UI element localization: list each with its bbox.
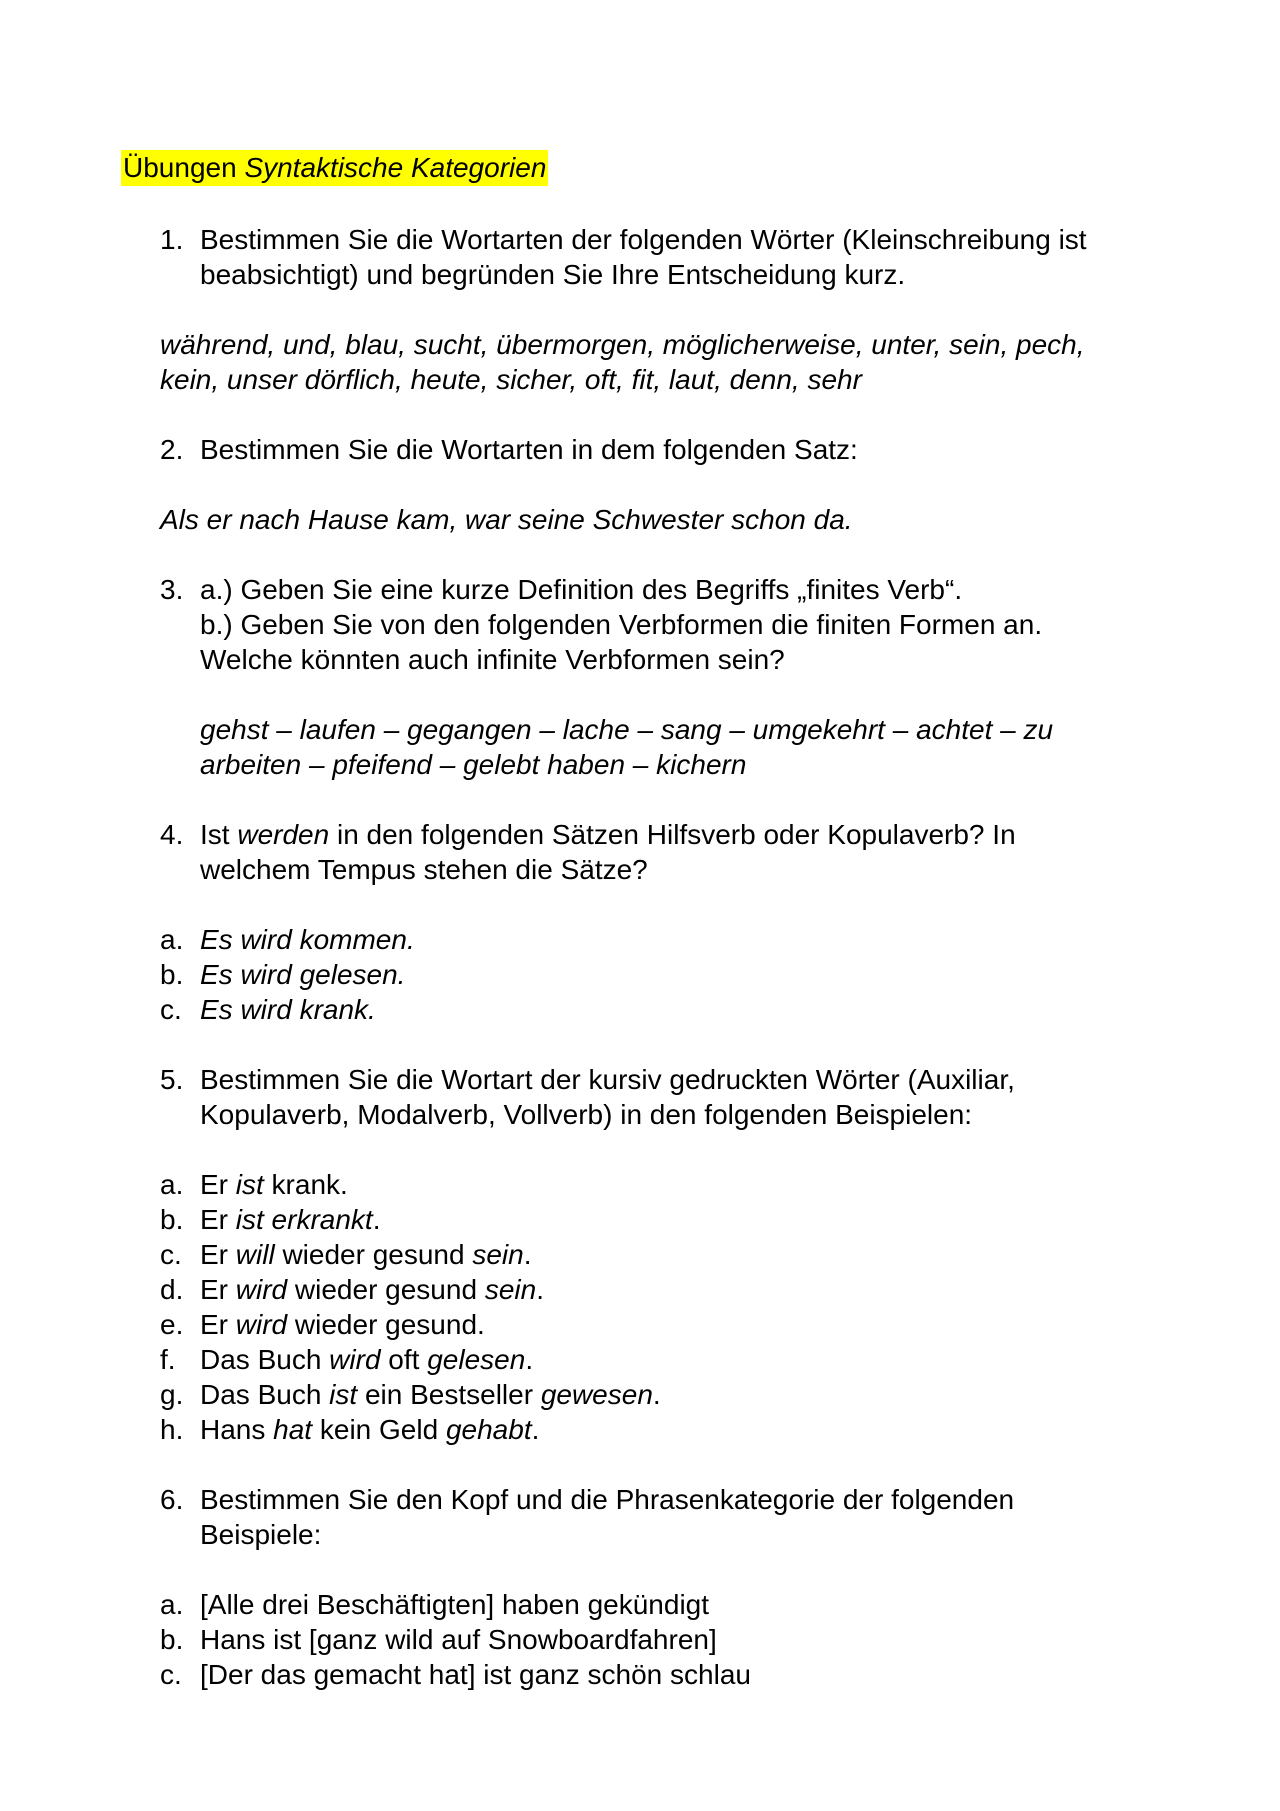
- q6-item-text: [Alle drei Beschäftigten] haben gekündigt: [200, 1589, 710, 1620]
- q1-line1: Bestimmen Sie die Wortarten der folgenden Wörter (Kleinschreibung ist: [200, 224, 1087, 255]
- q4-item-text: Es wird kommen.: [200, 924, 415, 955]
- q5-item-letter: e.: [160, 1309, 184, 1340]
- q4-item-text: Es wird gelesen.: [200, 959, 406, 990]
- q4-line1-post: in den folgenden Sätzen Hilfsverb oder Kopulaverb? In: [329, 819, 1016, 850]
- q5-item-text: Er ist krank.: [200, 1169, 348, 1200]
- title-plain: Übungen: [123, 152, 245, 183]
- q4-item-text: Es wird krank.: [200, 994, 376, 1025]
- q5-item-letter: d.: [160, 1274, 184, 1305]
- q4-line1: [200, 817, 1016, 852]
- q6-item-text: Hans ist [ganz wild auf Snowboardfahren]: [200, 1624, 717, 1655]
- q6-line1: Bestimmen Sie den Kopf und die Phrasenkategorie der folgenden: [200, 1484, 1015, 1515]
- q4-line2: welchem Tempus stehen die Sätze?: [200, 854, 648, 885]
- q5-item-text: Er wird wieder gesund.: [200, 1309, 485, 1340]
- q4-item-letter: b.: [160, 959, 184, 990]
- q5-item-text: Hans hat kein Geld gehabt.: [200, 1414, 540, 1445]
- q3-line-b2: Welche könnten auch infinite Verbformen sein?: [200, 644, 785, 675]
- q1-words-line2: kein, unser dörflich, heute, sicher, oft, fit, laut, denn, sehr: [160, 364, 862, 395]
- q5-item-letter: h.: [160, 1414, 184, 1445]
- q1-line2: beabsichtigt) und begründen Sie Ihre Entscheidung kurz.: [200, 259, 906, 290]
- title-italic: Syntaktische Kategorien: [244, 152, 547, 183]
- q6-number: 6.: [160, 1484, 184, 1515]
- q5-item-text: Das Buch ist ein Bestseller gewesen.: [200, 1379, 661, 1410]
- q5-item-letter: c.: [160, 1239, 182, 1270]
- q5-item-text: Er wird wieder gesund sein.: [200, 1274, 544, 1305]
- q2-number: 2.: [160, 434, 184, 465]
- page-title: [121, 150, 548, 186]
- q4-number: 4.: [160, 819, 184, 850]
- q6-item-letter: b.: [160, 1624, 184, 1655]
- q5-item-letter: g.: [160, 1379, 184, 1410]
- q1-number: 1.: [160, 224, 184, 255]
- q6-item-letter: c.: [160, 1659, 182, 1690]
- q3-line-b1: b.) Geben Sie von den folgenden Verbformen die finiten Formen an.: [200, 609, 1043, 640]
- q4-item-letter: c.: [160, 994, 182, 1025]
- q5-item-letter: b.: [160, 1204, 184, 1235]
- q2-line1: Bestimmen Sie die Wortarten in dem folgenden Satz:: [200, 434, 858, 465]
- q3-number: 3.: [160, 574, 184, 605]
- q5-number: 5.: [160, 1064, 184, 1095]
- q5-item-letter: a.: [160, 1169, 184, 1200]
- q3-forms-line2: arbeiten – pfeifend – gelebt haben – kichern: [200, 749, 747, 780]
- q5-item-text: Er ist erkrankt.: [200, 1204, 381, 1235]
- q5-item-text: Er will wieder gesund sein.: [200, 1239, 532, 1270]
- q5-line1: Bestimmen Sie die Wortart der kursiv gedruckten Wörter (Auxiliar,: [200, 1064, 1015, 1095]
- q3-forms-line1: gehst – laufen – gegangen – lache – sang – umgekehrt – achtet – zu: [200, 714, 1054, 745]
- q5-item-letter: f.: [160, 1344, 176, 1375]
- q6-item-letter: a.: [160, 1589, 184, 1620]
- q5-item-text: Das Buch wird oft gelesen.: [200, 1344, 534, 1375]
- q4-item-letter: a.: [160, 924, 184, 955]
- q5-line2: Kopulaverb, Modalverb, Vollverb) in den folgenden Beispielen:: [200, 1099, 973, 1130]
- q6-item-text: [Der das gemacht hat] ist ganz schön schlau: [200, 1659, 751, 1690]
- q6-line2: Beispiele:: [200, 1519, 322, 1550]
- q2-sentence: Als er nach Hause kam, war seine Schwester schon da.: [160, 504, 853, 535]
- q4-line1-pre: Ist: [200, 819, 238, 850]
- q3-line-a: a.) Geben Sie eine kurze Definition des Begriffs „finites Verb“.: [200, 574, 963, 605]
- q4-line1-italic: werden: [237, 819, 330, 850]
- q1-words-line1: während, und, blau, sucht, übermorgen, möglicherweise, unter, sein, pech,: [160, 329, 1085, 360]
